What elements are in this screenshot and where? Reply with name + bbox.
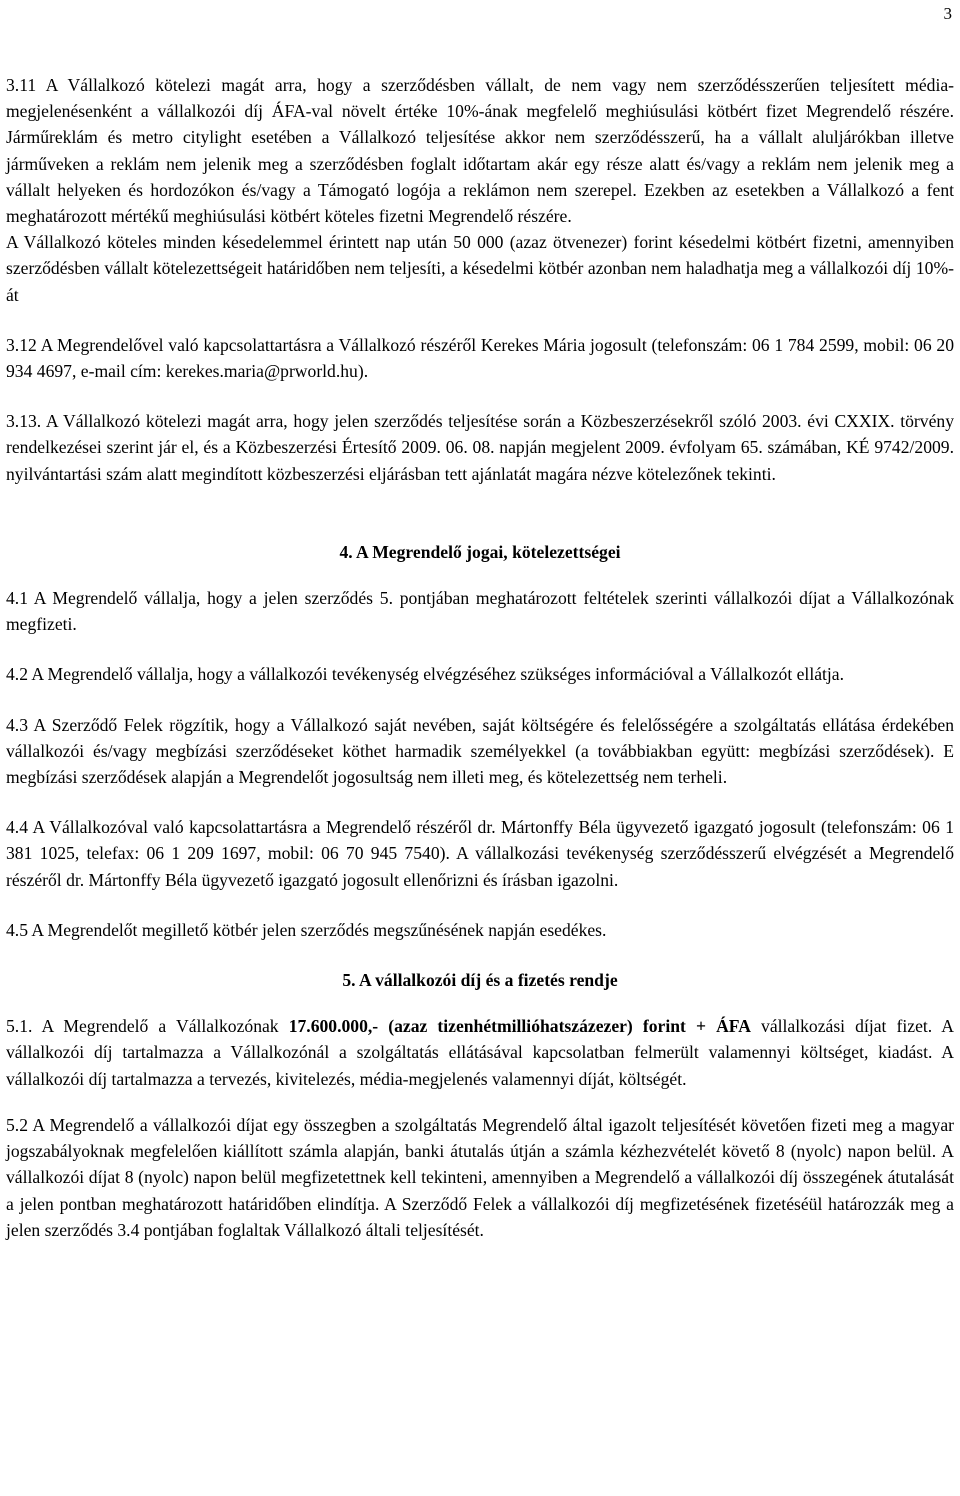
- page-number: 3: [943, 4, 952, 23]
- paragraph-5-1-suffix: vállalkozási díjat fizet. A vállalkozói díj tartalmazza a Vállalkozónál a szolgáltatás ellátásával kapcsolatban felmerült valamennyi költséget, kiadást. A vállalkozói díj tartalmazza a tervezés, kivitelezés, média-megjelenés valamennyi díját, költségét.: [6, 1016, 955, 1089]
- paragraph-4-1: 4.1 A Megrendelő vállalja, hogy a jelen szerződés 5. pontjában meghatározott feltételek szerinti vállalkozói díjat a Vállalkozónak megfizeti.: [6, 588, 954, 635]
- section-heading-4: 4. A Megrendelő jogai, kötelezettségei: [339, 541, 621, 562]
- paragraph-4-3: 4.3 A Szerződő Felek rögzítik, hogy a Vállalkozó saját nevében, saját költségére és felelősségére a szolgáltatás ellátása érdekében vállalkozói és/vagy megbízási szerződéseket köthet harmadik személyekkel (a továbbiakban együtt: megbízási szerződések). E megbízási szerződések alapján a Megrendelőt jogosultság nem illeti meg, és kötelezettség nem terheli.: [6, 714, 954, 788]
- paragraph-3-13: 3.13. A Vállalkozó kötelezi magát arra, hogy jelen szerződés teljesítése során a Közbeszerzésekről szóló 2003. évi CXXIX. törvény rendelkezései szerint jár el, és a Közbeszerzési Értesítő 2009. 06. 08. napján megjelent 2009. évfolyam 65. számában, KÉ 9742/2009. nyilvántartási szám alatt megindított közbeszerzési eljárásban tett ajánlatát magára nézve kötelezőnek tekinti.: [6, 411, 954, 484]
- paragraph-4-2: 4.2 A Megrendelő vállalja, hogy a vállalkozói tevékenység elvégzéséhez szükséges információval a Vállalkozót ellátja.: [6, 664, 845, 685]
- paragraph-3-11-a: 3.11 A Vállalkozó kötelezi magát arra, hogy a szerződésben vállalt, de nem vagy nem szerződésszerűen teljesített média-megjelenésenként a vállalkozói díj ÁFA-val növelt értéke 10%-ának megfelelő meghiúsulási kötbért fizet Megrendelő részére. Járműreklám és metro citylight esetében a Vállalkozó teljesítése akkor nem szerződésszerű, ha a vállalt aluljárókban illetve járműveken a reklám nem jelenik meg a szerződésben foglalt időtartam akár egy része alatt és/vagy a reklám nem jelenik meg a vállalt helyeken és hordozókon és/vagy a Támogató logója a reklámon nem szerepel. Ezekben az esetekben a Vállalkozó a fent meghatározott mértékű meghiúsulási kötbért köteles fizetni Megrendelő részére.: [6, 75, 954, 227]
- document-body: [6, 72, 954, 1243]
- paragraph-5-1: [6, 1013, 954, 1092]
- paragraph-4-4: 4.4 A Vállalkozóval való kapcsolattartásra a Megrendelő részéről dr. Mártonffy Béla ügyvezető igazgató jogosult (telefonszám: 06 1 381 1025, telefax: 06 1 209 1697, mobil: 06 70 945 7540). A vállalkozási tevékenység szerződésszerű elvégzését a Megrendelő részéről dr. Mártonffy Béla ügyvezető igazgató jogosult ellenőrizni és írásban igazolni.: [6, 817, 954, 890]
- paragraph-3-11-b: A Vállalkozó köteles minden késedelemmel érintett nap után 50 000 (azaz ötvenezer) forint késedelmi kötbért fizetni, amennyiben szerződésben vállalt kötelezettségeit határidőben nem teljesíti, a késedelmi kötbér azonban nem haladhatja meg a vállalkozói díj 10%-át: [6, 232, 954, 305]
- paragraph-5-2: 5.2 A Megrendelő a vállalkozói díjat egy összegben a szolgáltatás Megrendelő által igazolt teljesítését követően fizeti meg a magyar jogszabályoknak megfelelően kiállított számla alapján, banki átutalás útján a számla kézhezvételét követő 8 (nyolc) napon belül. A vállalkozói díjat 8 (nyolc) napon belül megfizetettnek kell tekinteni, amennyiben a Megrendelő a vállalkozói díj összegének átutalását a jelen pontban meghatározott határidőben elindítja. A Szerződő Felek a vállalkozói díj megfizetésének fizetéséül határozzák meg a jelen szerződés 3.4 pontjában foglaltak Vállalkozó általi teljesítését.: [6, 1114, 954, 1240]
- fee-amount: 17.600.000,- (azaz tizenhétmillióhatszázezer) forint + ÁFA: [288, 1016, 751, 1037]
- paragraph-5-1-prefix: 5.1. A Megrendelő a Vállalkozónak: [6, 1016, 289, 1037]
- section-heading-5: 5. A vállalkozói díj és a fizetés rendje: [342, 970, 618, 991]
- paragraph-3-12: 3.12 A Megrendelővel való kapcsolattartásra a Vállalkozó részéről Kerekes Mária jogosult (telefonszám: 06 1 784 2599, mobil: 06 20 934 4697, e-mail cím: kerekes.maria@prworld.hu).: [6, 334, 954, 382]
- paragraph-4-5: 4.5 A Megrendelőt megillető kötbér jelen szerződés megszűnésének napján esedékes.: [6, 919, 607, 940]
